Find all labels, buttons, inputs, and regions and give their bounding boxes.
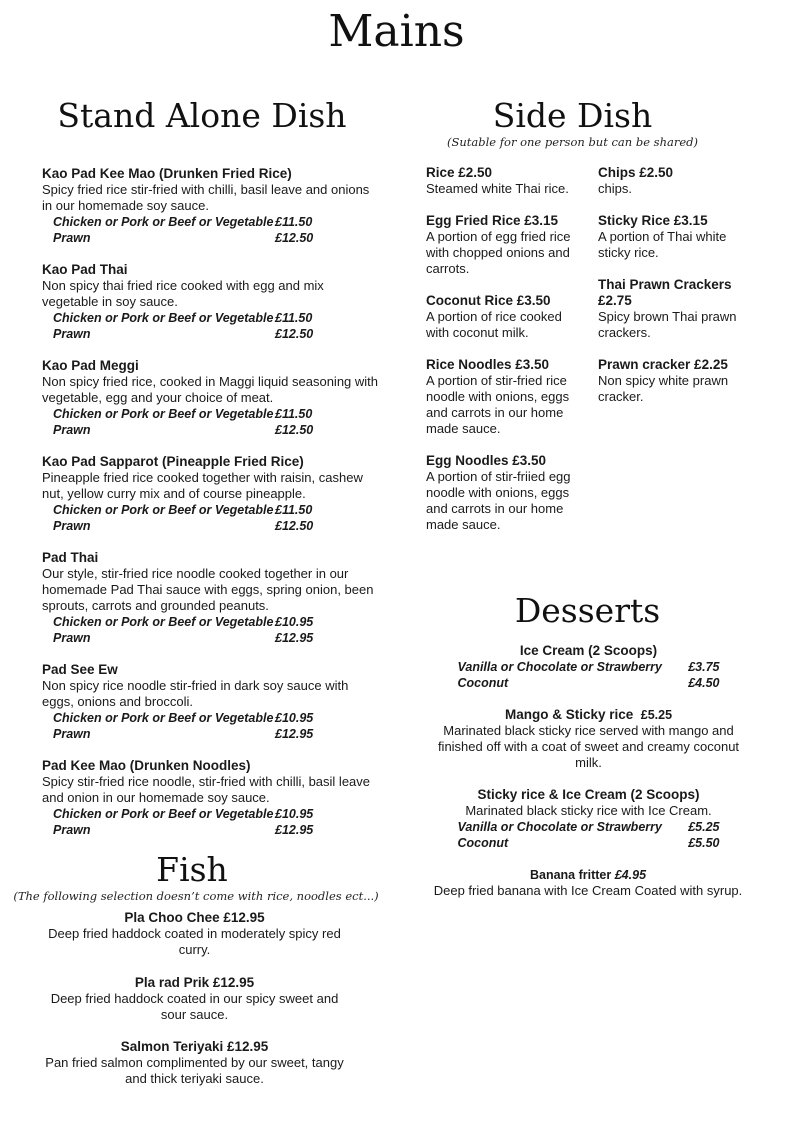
dish-desc: Spicy stir-fried rice noodle, stir-fried with chilli, basil leave and onion in our homemade soy sauce. xyxy=(42,774,371,805)
option-price: £11.50 xyxy=(275,407,313,421)
fish-heading: Fish xyxy=(156,850,228,889)
desserts-heading: Desserts xyxy=(514,591,661,630)
dish-desc: A portion of rice cooked with coconut milk. xyxy=(426,309,562,340)
option-label: Chicken or Pork or Beef or Vegetable xyxy=(53,407,274,421)
price-row xyxy=(426,659,751,675)
option-label: Vanilla or Chocolate or Strawberry xyxy=(457,820,662,834)
dish-name: Mango & Sticky rice xyxy=(504,707,634,722)
option-label: Chicken or Pork or Beef or Vegetable xyxy=(53,215,274,229)
option-label: Chicken or Pork or Beef or Vegetable xyxy=(53,615,274,629)
dish-desc: chips. xyxy=(598,181,632,196)
dish-name-row xyxy=(426,707,751,723)
option-label: Prawn xyxy=(53,423,91,437)
option-price: £11.50 xyxy=(275,215,313,229)
dish-desc: A portion of stir-friied egg noodle with onions, eggs and carrots in our home made sauce. xyxy=(426,469,571,532)
side-egg-fried-rice xyxy=(426,213,581,277)
option-price: £12.50 xyxy=(275,327,314,341)
fish-pla-choo-chee xyxy=(42,910,347,958)
dish-name: Prawn cracker £2.25 xyxy=(598,357,728,372)
dish-kao-pad-sapparot xyxy=(42,454,382,534)
price-row xyxy=(426,819,751,835)
option-label: Prawn xyxy=(53,327,91,341)
option-label: Coconut xyxy=(457,676,509,690)
price-row xyxy=(42,230,382,246)
option-label: Prawn xyxy=(53,631,91,645)
price-row xyxy=(426,835,751,851)
dish-name: Kao Pad Kee Mao (Drunken Fried Rice) xyxy=(42,166,292,181)
stand-alone-heading: Stand Alone Dish xyxy=(57,96,347,135)
side-chips xyxy=(598,165,753,197)
option-price: £12.50 xyxy=(275,423,314,437)
dish-name: Kao Pad Meggi xyxy=(42,358,139,373)
option-price: £5.25 xyxy=(688,820,720,834)
side-egg-noodles xyxy=(426,453,581,533)
price-row xyxy=(42,406,382,422)
side-note: (Sutable for one person but can be shared) xyxy=(447,135,698,149)
dish-desc: Spicy brown Thai prawn crackers. xyxy=(598,309,737,340)
dish-desc: Steamed white Thai rice. xyxy=(426,181,569,196)
dish-desc: A portion of Thai white sticky rice. xyxy=(598,229,727,260)
side-coconut-rice xyxy=(426,293,581,341)
dish-name: Kao Pad Sapparot (Pineapple Fried Rice) xyxy=(42,454,304,469)
side-thai-prawn-crackers xyxy=(598,277,753,341)
fish-note: (The following selection doesn’t come with rice, noodles ect...) xyxy=(13,889,379,903)
option-label: Prawn xyxy=(53,727,91,741)
dessert-ice-cream xyxy=(426,643,751,691)
price-row xyxy=(42,422,382,438)
dish-pad-see-ew xyxy=(42,662,382,742)
dish-desc: Pan fried salmon complimented by our sweet, tangy and thick teriyaki sauce. xyxy=(45,1055,344,1086)
option-price: £11.50 xyxy=(275,311,313,325)
price-row xyxy=(42,310,382,326)
dessert-banana-fritter xyxy=(418,867,758,899)
dish-pad-thai xyxy=(42,550,382,646)
option-price: £11.50 xyxy=(275,503,313,517)
dish-desc: A portion of egg fried rice with chopped onions and carrots. xyxy=(426,229,571,276)
dish-name: Egg Noodles £3.50 xyxy=(426,453,547,468)
price-row xyxy=(42,502,382,518)
option-price: £10.95 xyxy=(275,615,314,629)
dish-desc: Deep fried haddock coated in moderately spicy red curry. xyxy=(48,926,341,957)
price-row xyxy=(42,822,382,838)
fish-pla-rad-prik xyxy=(42,975,347,1023)
side-heading: Side Dish xyxy=(492,96,653,135)
price-row xyxy=(42,214,382,230)
dish-desc: Non spicy fried rice, cooked in Maggi liquid seasoning with vegetable, egg and your choice of meat. xyxy=(42,374,379,405)
dish-desc: Non spicy thai fried rice cooked with egg and mix vegetable in soy sauce. xyxy=(42,278,324,309)
option-label: Prawn xyxy=(53,823,91,837)
option-label: Chicken or Pork or Beef or Vegetable xyxy=(53,311,274,325)
option-label: Chicken or Pork or Beef or Vegetable xyxy=(53,807,274,821)
dish-desc: Non spicy white prawn cracker. xyxy=(598,373,729,404)
dish-name: Sticky Rice £3.15 xyxy=(598,213,708,228)
option-price: £4.50 xyxy=(688,676,720,690)
dish-desc: Non spicy rice noodle stir-fried in dark soy sauce with eggs, onions and broccoli. xyxy=(42,678,349,709)
dish-desc: Marinated black sticky rice served with mango and finished off with a coat of sweet and creamy coconut milk. xyxy=(437,723,740,770)
option-label: Coconut xyxy=(457,836,509,850)
dish-name: Pad See Ew xyxy=(42,662,118,677)
option-price: £10.95 xyxy=(275,807,314,821)
side-prawn-cracker xyxy=(598,357,753,405)
price-row xyxy=(42,710,382,726)
dish-name: Banana fritter xyxy=(529,868,612,882)
dish-name: Rice Noodles £3.50 xyxy=(426,357,550,372)
dessert-sticky-ice-cream xyxy=(426,787,751,851)
dish-name: Sticky rice & Ice Cream (2 Scoops) xyxy=(477,787,700,802)
dish-desc: Spicy fried rice stir-fried with chilli, basil leave and onions in our homemade soy sauce. xyxy=(42,182,370,213)
dish-pad-kee-mao xyxy=(42,758,382,838)
side-sticky-rice xyxy=(598,213,753,261)
dish-name: Egg Fried Rice £3.15 xyxy=(426,213,559,228)
option-label: Prawn xyxy=(53,231,91,245)
dish-name: Kao Pad Thai xyxy=(42,262,128,277)
option-label: Chicken or Pork or Beef or Vegetable xyxy=(53,711,274,725)
dish-desc: Pineapple fried rice cooked together with raisin, cashew nut, yellow curry mix and of course pineapple. xyxy=(42,470,363,501)
fish-salmon-teriyaki xyxy=(42,1039,347,1087)
dish-name: Thai Prawn Crackers £2.75 xyxy=(598,277,732,308)
dish-kao-pad-kee-mao xyxy=(42,166,382,246)
dish-name-row xyxy=(418,867,758,883)
side-rice xyxy=(426,165,581,197)
dish-name: Rice £2.50 xyxy=(426,165,493,180)
option-price: £10.95 xyxy=(275,711,314,725)
option-price: £12.50 xyxy=(275,231,314,245)
dish-kao-pad-thai xyxy=(42,262,382,342)
dish-desc: Marinated black sticky rice with Ice Cream. xyxy=(465,803,712,818)
price-row xyxy=(42,806,382,822)
dish-name: Pla Choo Chee £12.95 xyxy=(124,910,265,925)
dish-name: Pla rad Prik £12.95 xyxy=(134,975,255,990)
option-label: Vanilla or Chocolate or Strawberry xyxy=(457,660,662,674)
option-price: £12.95 xyxy=(275,823,314,837)
dish-desc: Our style, stir-fried rice noodle cooked together in our homemade Pad Thai sauce with eggs, spring onion, been sprouts, carrots and grounded peanuts. xyxy=(42,566,374,613)
price-row xyxy=(42,614,382,630)
dish-name: Pad Kee Mao (Drunken Noodles) xyxy=(42,758,251,773)
price-row xyxy=(42,726,382,742)
dish-desc: A portion of stir-fried rice noodle with onions, eggs and carrots in our home made sauce. xyxy=(426,373,570,436)
option-label: Chicken or Pork or Beef or Vegetable xyxy=(53,503,274,517)
dish-price: £4.95 xyxy=(614,868,647,882)
side-rice-noodles xyxy=(426,357,581,437)
price-row xyxy=(42,326,382,342)
dish-kao-pad-meggi xyxy=(42,358,382,438)
dish-desc: Deep fried haddock coated in our spicy sweet and sour sauce. xyxy=(50,991,339,1022)
price-row xyxy=(42,630,382,646)
dish-name: Salmon Teriyaki £12.95 xyxy=(120,1039,269,1054)
dish-name: Ice Cream (2 Scoops) xyxy=(519,643,658,658)
price-row xyxy=(42,518,382,534)
option-price: £5.50 xyxy=(688,836,720,850)
option-price: £3.75 xyxy=(688,660,720,674)
option-price: £12.95 xyxy=(275,727,314,741)
dish-desc: Deep fried banana with Ice Cream Coated with syrup. xyxy=(433,883,743,898)
dish-name: Chips £2.50 xyxy=(598,165,674,180)
dish-price: £5.25 xyxy=(640,708,673,722)
option-price: £12.95 xyxy=(275,631,314,645)
price-row xyxy=(426,675,751,691)
dish-name: Pad Thai xyxy=(42,550,99,565)
dish-name: Coconut Rice £3.50 xyxy=(426,293,551,308)
dessert-mango-sticky-rice xyxy=(426,707,751,771)
page-title: Mains xyxy=(328,6,465,57)
option-price: £12.50 xyxy=(275,519,314,533)
option-label: Prawn xyxy=(53,519,91,533)
